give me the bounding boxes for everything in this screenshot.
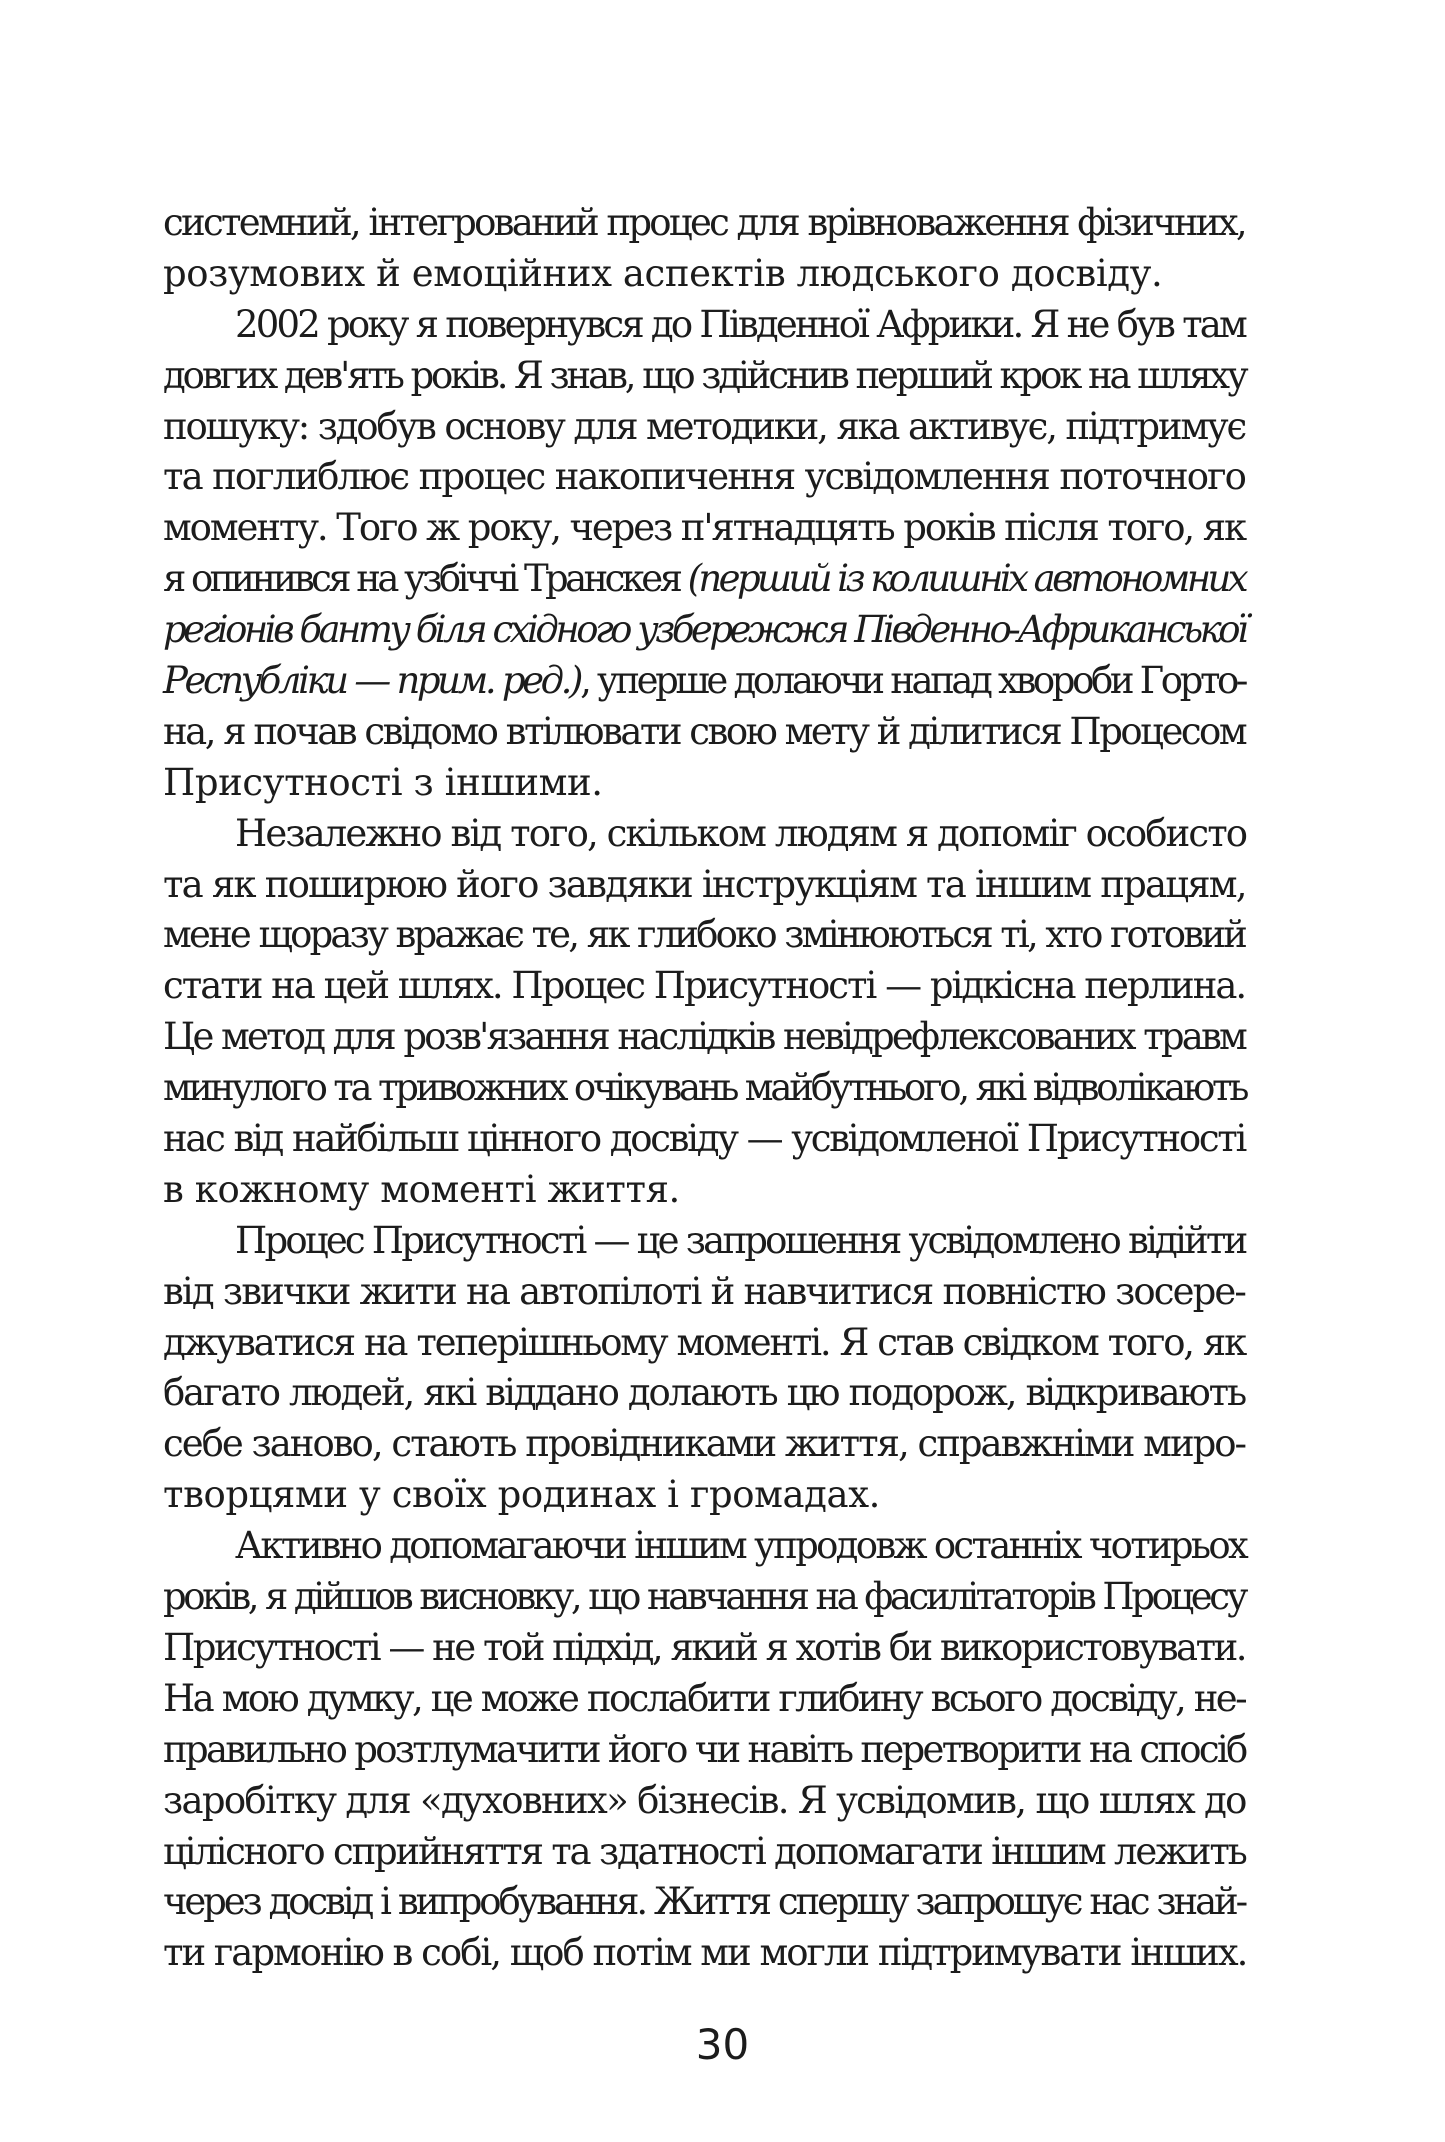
text-line [163,1267,1245,1318]
text-line [163,1063,1245,1114]
text-line [163,1216,1245,1267]
line-text: нас від найбільш цінного досвіду — усвідомленої Присутності [163,1117,1245,1161]
text-line [163,503,1245,554]
line-text: та поглиблює процес накопичення усвідомлення поточного [163,455,1245,499]
line-text: правильно розтлумачити його чи навіть перетворити на спосіб [163,1727,1246,1771]
text-line [163,1827,1245,1878]
line-text: Активно допомагаючи іншим упродовж останніх чотирьох [235,1524,1247,1568]
line-text: стати на цей шлях. Процес Присутності — рідкісна перлина. [163,964,1246,1008]
line-text: в кожному моменті життя. [163,1167,680,1211]
line-text: ти гармонію в собі, щоб потім ми могли підтримувати інших. [163,1931,1247,1975]
line-text: пошуку: здобув основу для методики, яка активує, підтримує [163,404,1245,448]
line-text: моменту. Того ж року, через п'ятнадцять років після того, як [163,506,1245,550]
text-line [163,1368,1245,1419]
line-text: 2002 року я повернувся до Південної Африки. Я не був там [235,302,1245,346]
editor-note-text: Республіки — прим. ред.) [163,659,581,703]
text-line [163,1725,1245,1776]
line-text: себе заново, стають провідниками життя, справжніми миро- [163,1422,1246,1466]
text-line [163,554,1245,605]
line-text: Це метод для розв'язання наслідків невідрефлексованих травм [163,1015,1245,1059]
text-line [163,656,1245,707]
text-line [163,1165,1245,1216]
text-line [163,351,1245,402]
text-line [163,1012,1245,1063]
line-text: На мою думку, це може послабити глибину всього досвіду, не- [163,1676,1245,1720]
line-text: цілісного сприйняття та здатності допомагати іншим лежить [163,1829,1246,1873]
text-line [163,1928,1245,1979]
text-line [163,1674,1245,1725]
line-text: через досвід і випробування. Життя спершу запрошує нас знай- [163,1880,1245,1924]
text-line [163,707,1245,758]
text-line [163,1572,1245,1623]
line-text: Процес Присутності — це запрошення усвідомлено відійти [235,1218,1246,1262]
line-text: Присутності з іншими. [163,760,603,804]
line-text: , уперше долаючи напад хвороби Горто- [580,659,1245,703]
line-text: джуватися на теперішньому моменті. Я став свідком того, як [163,1320,1245,1364]
text-line [163,1776,1245,1827]
text-line [163,809,1245,860]
editor-note-text: (перший із колишніх автономних [687,557,1245,601]
line-text: минулого та тривожних очікувань майбутнього, які відволікають [163,1066,1247,1110]
text-line [163,605,1245,656]
line-text: Присутності — не той підхід, який я хотів би використовувати. [163,1625,1245,1669]
page-number: 30 [695,2020,750,2069]
text-line [163,402,1245,453]
line-text: я опинився на узбіччі Транскея [163,557,688,601]
line-text: та як поширюю його завдяки інструкціям та іншим працям, [163,862,1246,906]
text-line [163,1877,1245,1928]
body-text [163,198,1245,1979]
text-line [163,758,1245,809]
text-line [163,1623,1245,1674]
editor-note-text: регіонів банту біля східного узбережжя Південно-Африканської [163,608,1246,652]
line-text: багато людей, які віддано долають цю подорож, відкривають [163,1371,1245,1415]
line-text: системний, інтегрований процес для врівноваження фізичних, [163,201,1245,244]
text-line [163,961,1245,1012]
text-line [163,198,1245,249]
text-line [163,452,1245,503]
text-line [163,249,1245,300]
text-line [163,1521,1245,1572]
line-text: років, я дійшов висновку, що навчання на фасилітаторів Процесу [163,1575,1245,1619]
text-line [163,910,1245,961]
text-line [163,1114,1245,1165]
text-line [163,1470,1245,1521]
text-line [163,300,1245,351]
text-line [163,860,1245,911]
line-text: довгих дев'ять років. Я знав, що здійснив перший крок на шляху [163,353,1246,397]
text-line [163,1318,1245,1369]
line-text: заробітку для «духовних» бізнесів. Я усвідомив, що шлях до [163,1778,1246,1822]
text-line [163,1419,1245,1470]
line-text: від звички жити на автопілоті й навчитися повністю зосере- [163,1269,1245,1313]
line-text: розумових й емоційних аспектів людського досвіду. [163,251,1163,295]
line-text: творцями у своїх родинах і громадах. [163,1473,881,1517]
line-text: на, я почав свідомо втілювати свою мету й ділитися Процесом [163,709,1246,753]
line-text: мене щоразу вражає те, як глибоко змінюються ті, хто готовий [163,913,1245,957]
line-text: Незалежно від того, скільком людям я допоміг особисто [235,811,1247,855]
